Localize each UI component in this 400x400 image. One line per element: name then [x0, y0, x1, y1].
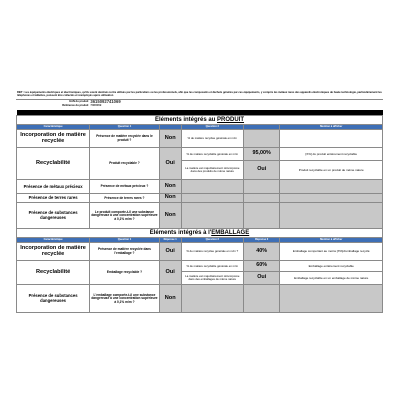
mention: Emballage comportant au moins [X%]d'emballage recyclé	[280, 243, 383, 261]
intro-table	[16, 90, 383, 107]
empty-cell	[243, 203, 280, 229]
answer-2: 40%	[243, 243, 280, 261]
table-row	[17, 285, 383, 313]
answer-1: Non	[159, 203, 181, 229]
question-1: Présence de matière recyclée dans l'emballage ?	[90, 243, 160, 261]
mention: Emballage entièrement recyclable	[280, 261, 383, 272]
header-cell: Question 1	[90, 125, 160, 130]
header-cell: Mention à afficher	[280, 125, 383, 130]
info-sheet	[16, 90, 383, 312]
header-cell: Réponse 2	[243, 238, 280, 243]
answer-1: Oui	[159, 148, 181, 180]
empty-cell	[181, 203, 243, 229]
question-1: L'emballage comporte-t-il une substance dangereuse à une concentration supérieure à 0,1% m/m ?	[90, 285, 160, 313]
empty-cell	[181, 285, 243, 313]
rep-note: REP : Les équipements électriques et électroniques, qu'ils soient destinés à être utilisés par les particuliers ou les professionnels, afin que les composants et déchets générés par ces équipements, y compris les métaux rares des appareils électroniques de haute technologie, particulièrement les téléphones et tablettes, puissent être collectés et réemployés après utilisation	[16, 90, 383, 100]
question-2: % de matière recyclée générale en m/m	[181, 130, 243, 148]
answer-1: Non	[159, 194, 181, 203]
mention: [X%] du produit entièrement recyclable	[280, 148, 383, 161]
empty-cell	[280, 180, 383, 194]
table-row	[17, 148, 383, 161]
question-1: Produit recyclable ?	[90, 148, 160, 180]
empty-cell	[181, 194, 243, 203]
table-row	[17, 203, 383, 229]
answer-2: Oui	[243, 161, 280, 180]
row-label: Présence de métaux précieux	[17, 180, 90, 194]
header-cell: Question 1	[90, 238, 160, 243]
header-cell: Caractéristique	[17, 125, 90, 130]
question-2: La matière est majoritairement réincorporée dans des produits de même nature	[181, 161, 243, 180]
answer-1: Non	[159, 285, 181, 313]
answer-1: Non	[159, 180, 181, 194]
question-1: Présence de terres rares ?	[90, 194, 160, 203]
question-1: Présence de métaux précieux ?	[90, 180, 160, 194]
ref-value: 7060069	[90, 104, 102, 108]
header-cell: Caractéristique	[17, 238, 90, 243]
table-row	[17, 180, 383, 194]
answer-2	[243, 130, 280, 148]
mention	[280, 130, 383, 148]
header-cell: Réponse 1	[159, 238, 181, 243]
answer-1: Non	[159, 130, 181, 148]
emballage-title: Éléments intégrés à l'EMBALLAGE	[17, 229, 383, 238]
answer-2: Oui	[243, 272, 280, 285]
answer-1: Oui	[159, 243, 181, 261]
answer-2: 95,00%	[243, 148, 280, 161]
produit-table	[16, 110, 383, 313]
header-cell: Mention à afficher	[280, 238, 383, 243]
row-label: Recyclabilité	[17, 261, 90, 285]
question-2: La matière est majoritairement réincorporée dans des emballages de même nature	[181, 272, 243, 285]
mention: Emballage recyclable en un emballage de même nature	[280, 272, 383, 285]
table-row	[17, 194, 383, 203]
ean-label: EAN du produit	[69, 99, 89, 103]
question-1: Emballage recyclable ?	[90, 261, 160, 285]
header-cell: Question 2	[181, 238, 243, 243]
row-label: Incorporation de matière recyclée	[17, 130, 90, 148]
empty-cell	[181, 180, 243, 194]
empty-cell	[243, 285, 280, 313]
ref-label: Référence du produit	[62, 104, 89, 107]
empty-cell	[243, 180, 280, 194]
answer-1: Oui	[159, 261, 181, 285]
table-row	[17, 261, 383, 272]
row-label: Recyclabilité	[17, 148, 90, 180]
ean-value: 3615092741069	[90, 99, 121, 104]
empty-cell	[280, 285, 383, 313]
produit-title: Éléments intégrés au PRODUIT	[17, 116, 383, 125]
question-1: Présence de matière recyclée dans le produit ?	[90, 130, 160, 148]
row-label: Présence de substances dangereuses	[17, 285, 90, 313]
row-label: Présence de substances dangereuses	[17, 203, 90, 229]
mention: Produit recyclable en un produit de même nature	[280, 161, 383, 180]
empty-cell	[280, 203, 383, 229]
question-2: % de matière recyclable générale en m/m	[181, 148, 243, 161]
question-2: % de matière recyclable générale en m/m	[181, 261, 243, 272]
question-2: % de matière recyclée générale en m/m ?	[181, 243, 243, 261]
empty-cell	[243, 194, 280, 203]
table-row	[17, 130, 383, 148]
empty-cell	[280, 194, 383, 203]
row-label: Présence de terres rares	[17, 194, 90, 203]
question-1: Le produit comporte-t-il une substance dangereuse à une concentration supérieure à 0,1% m/m ?	[90, 203, 160, 229]
answer-2: 60%	[243, 261, 280, 272]
header-cell: Question 2	[181, 125, 243, 130]
table-row	[17, 243, 383, 261]
row-label: Incorporation de matière recyclée	[17, 243, 90, 261]
